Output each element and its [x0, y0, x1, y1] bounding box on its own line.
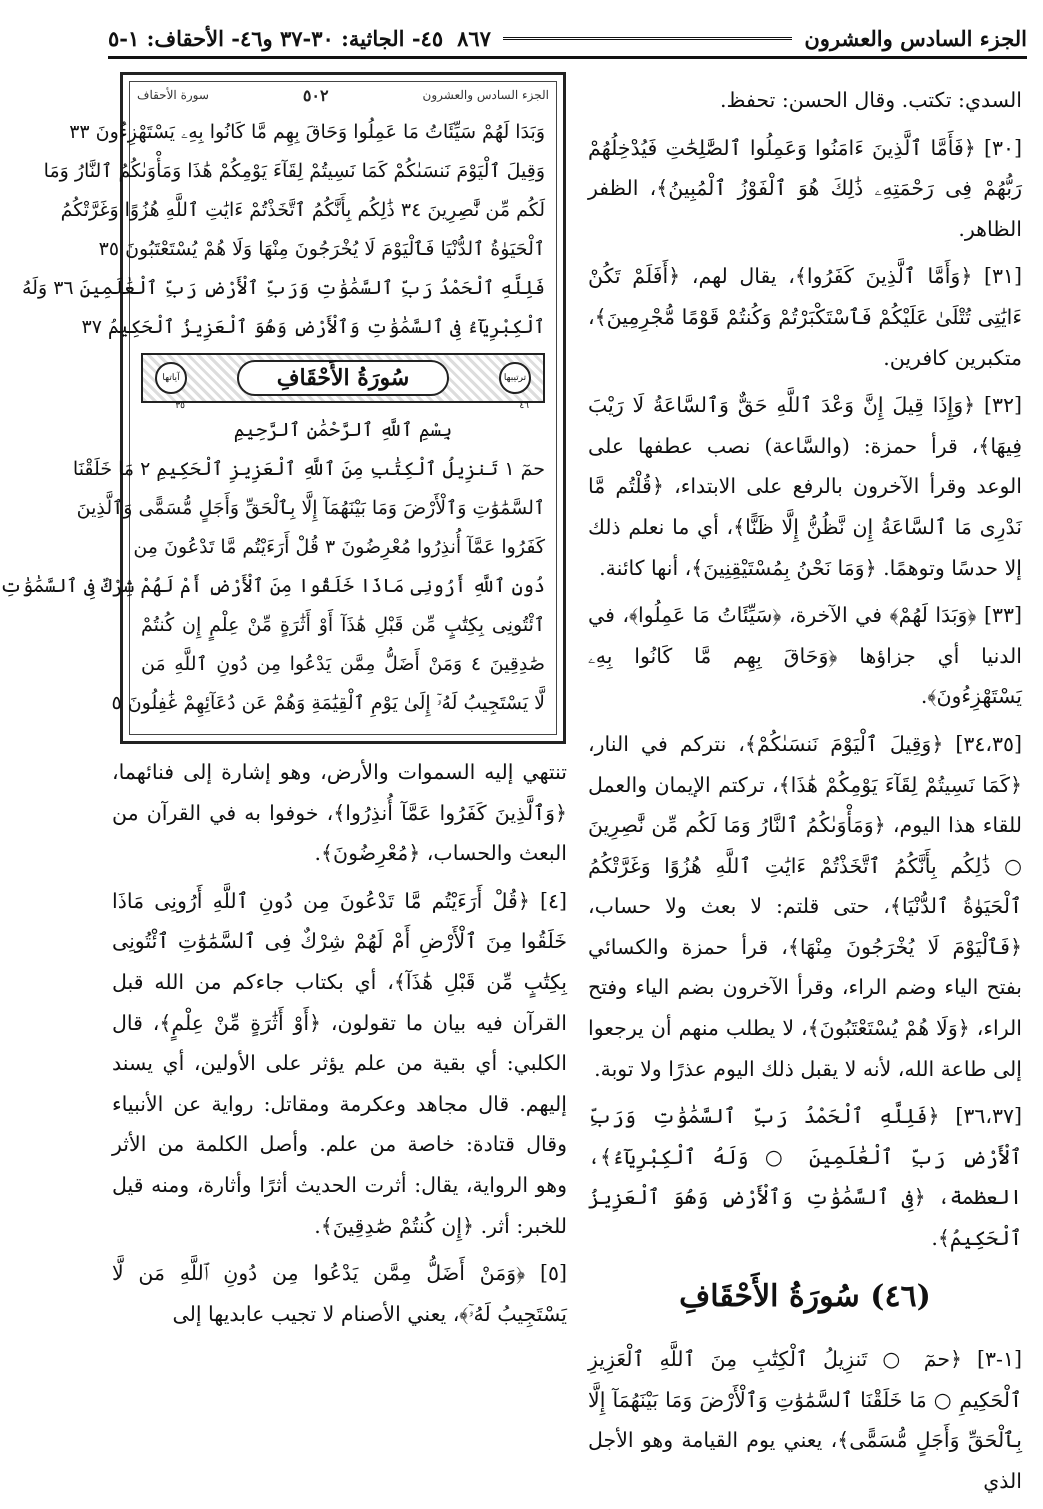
header-part: الجزء السادس والعشرون: [804, 25, 1027, 51]
mushaf-line: فَلِلَّهِ ٱلْحَمْدُ رَبِّ ٱلسَّمَٰوَٰتِ وَرَبِّ ٱلْأَرْضِ رَبِّ ٱلْعَٰلَمِينَ ٣٦ وَلَهُ: [22, 277, 545, 299]
mushaf-top-bar: [137, 83, 549, 107]
banner-surah-title: سُورَةُ الأَحْقَافِ: [237, 360, 450, 396]
header-page-number: ٨٦٧: [457, 25, 491, 51]
mushaf-line: ٱلْحَيَوٰةُ ٱلدُّنْيَا فَٱلْيَوْمَ لَا يُخْرَجُونَ مِنْهَا وَلَا هُمْ يُسْتَعْتَبُونَ ٣٥: [98, 238, 545, 260]
header-surahs: ٤٥- الجاثية: ٣٠-٣٧ و٤٦- الأحقاف: ١-٥: [108, 25, 444, 51]
mushaf-line: لَّا يَسْتَجِيبُ لَهُۥٓ إِلَىٰ يَوْمِ ٱلْقِيَٰمَةِ وَهُمْ عَن دُعَآئِهِمْ غَٰفِلُونَ ٥: [111, 692, 545, 714]
mushaf-line: وَقِيلَ ٱلْيَوْمَ نَنسَىٰكُمْ كَمَا نَسِيتُمْ لِقَآءَ يَوْمِكُمْ هَٰذَا وَمَأْوَىٰكُمُ ٱلنَّارُ وَمَا: [43, 160, 545, 182]
commentary-paragraph: [٣٦،٣٧] ﴿فَلِلَّهِ ٱلْحَمْدُ رَبِّ ٱلسَّمَٰوَٰتِ وَرَبِّ ٱلْأَرْضِ رَبِّ ٱلْعَٰلَمِينَ ○ وَلَهُ ٱلْكِبْرِيَآءُ﴾، العظمة، ﴿فِى ٱلسَّمَٰوَٰتِ وَٱلْأَرْضِ وَهُوَ ٱلْعَزِيزُ ٱلْحَكِيمُ﴾.: [588, 1104, 1022, 1251]
commentary-paragraph: [٣٢] ﴿وَإِذَا قِيلَ إِنَّ وَعْدَ ٱللَّهِ حَقٌّ وَٱلسَّاعَةُ لَا رَيْبَ فِيهَا﴾، قرأ حمزة: (والسَّاعة) نصب عطفها على الوعد وقرأ الآخرون بالرفع على الابتداء، ﴿قُلْتُم مَّا نَدْرِى مَا ٱلسَّاعَةُ إِن نَّظُنُّ إِلَّا ظَنًّا﴾، أي ما نعلم ذلك إلا حدسًا وتوهمًا. ﴿وَمَا نَحْنُ بِمُسْتَيْقِنِينَ﴾، أنها كائنة.: [588, 393, 1022, 580]
mushaf-line: دُونِ ٱللَّهِ أَرُونِى مَاذَا خَلَقُوا مِنَ ٱلْأَرْضِ أَمْ لَهُمْ شِرْكٌ فِى ٱلسَّمَٰوَٰتِ: [0, 575, 545, 597]
page-header: [108, 20, 1027, 59]
mushaf-text: [0, 113, 545, 723]
banner-order-medallion: ترتيبها ٤٦: [499, 362, 531, 394]
commentary-paragraph: السدي: تكتب. وقال الحسن: تحفظ.: [720, 88, 1022, 112]
mushaf-line: ٱلْكِبْرِيَآءُ فِى ٱلسَّمَٰوَٰتِ وَٱلْأَرْضِ وَهُوَ ٱلْعَزِيزُ ٱلْحَكِيمُ ٣٧: [81, 316, 545, 338]
bismillah: بِسْمِ ٱللَّهِ ٱلرَّحْمَٰنِ ٱلرَّحِيمِ: [233, 419, 453, 441]
commentary-paragraph: [٤] ﴿قُلْ أَرَءَيْتُم مَّا تَدْعُونَ مِن دُونِ ٱللَّهِ أَرُونِى مَاذَا خَلَقُوا مِنَ ٱلْأَرْضِ أَمْ لَهُمْ شِرْكٌ فِى ٱلسَّمَٰوَٰتِ ٱئْتُونِى بِكِتَٰبٍ مِّن قَبْلِ هَٰذَآ﴾، أي بكتاب جاءكم من الله قبل القرآن فيه بيان ما تقولون، ﴿أَوْ أَثَٰرَةٍ مِّنْ عِلْمٍ﴾، قال الكلبي: أي بقية من علم يؤثر على الأولين، أي يسند إليهم. قال مجاهد وعكرمة ومقاتل: رواية عن الأنبياء وقال قتادة: خاصة من علم. وأصل الكلمة من الأثر وهو الرواية، يقال: أثرت الحديث أثرًا وأثارة، ومنه قيل للخبر: أثر. ﴿إِن كُنتُمْ صَٰدِقِينَ﴾.: [112, 888, 567, 1238]
mushaf-line: وَبَدَا لَهُمْ سَيِّئَاتُ مَا عَمِلُوا وَحَاقَ بِهِم مَّا كَانُوا بِهِۦ يَسْتَهْزِءُونَ ٣٣: [69, 121, 545, 143]
header-left: [108, 26, 491, 51]
mushaf-line: صَٰدِقِينَ ٤ وَمَنْ أَضَلُّ مِمَّن يَدْعُوا مِن دُونِ ٱللَّهِ مَن: [141, 653, 545, 675]
header-rule: [503, 37, 792, 40]
mushaf-line: كَفَرُوا عَمَّآ أُنذِرُوا مُعْرِضُونَ ٣ قُلْ أَرَءَيْتُم مَّا تَدْعُونَ مِن: [133, 536, 545, 558]
mushaf-line: ٱئْتُونِى بِكِتَٰبٍ مِّن قَبْلِ هَٰذَآ أَوْ أَثَٰرَةٍ مِّنْ عِلْمٍ إِن كُنتُمْ: [141, 614, 545, 636]
surah-banner: [141, 353, 545, 411]
mushaf-page-number: ٥٠٢: [302, 85, 329, 105]
surah-heading: (٤٦) سُورَةُ الأَحْقَافِ: [679, 1278, 931, 1314]
commentary-paragraph: [٣٠] ﴿فَأَمَّا ٱلَّذِينَ ءَامَنُوا وَعَمِلُوا ٱلصَّٰلِحَٰتِ فَيُدْخِلُهُمْ رَبُّهُمْ فِى رَحْمَتِهِۦ ذَٰلِكَ هُوَ ٱلْفَوْزُ ٱلْمُبِينُ﴾، الظفر الظاهر.: [588, 135, 1022, 241]
commentary-paragraph: [١-٣] ﴿حمٓ ○ تَنزِيلُ ٱلْكِتَٰبِ مِنَ ٱللَّهِ ٱلْعَزِيزِ ٱلْحَكِيمِ ○ مَا خَلَقْنَا ٱلسَّمَٰوَٰتِ وَٱلْأَرْضَ وَمَا بَيْنَهُمَآ إِلَّا بِٱلْحَقِّ وَأَجَلٍ مُّسَمًّى﴾، يعني يوم القيامة وهو الأجل الذي: [588, 1347, 1022, 1493]
mushaf-page-frame: [0, 72, 566, 744]
commentary-paragraph: [٣٤،٣٥] ﴿وَقِيلَ ٱلْيَوْمَ نَنسَىٰكُمْ﴾، نتركم في النار، ﴿كَمَا نَسِيتُمْ لِقَآءَ يَوْمِكُمْ هَٰذَا﴾، تركتم الإيمان والعمل للقاء هذا اليوم، ﴿وَمَأْوَىٰكُمُ ٱلنَّارُ وَمَا لَكُم مِّن نَّٰصِرِينَ ○ ذَٰلِكُم بِأَنَّكُمُ ٱتَّخَذْتُمْ ءَايَٰتِ ٱللَّهِ هُزُوًا وَغَرَّتْكُمُ ٱلْحَيَوٰةُ ٱلدُّنْيَا﴾، حتى قلتم: لا بعث ولا حساب، ﴿فَٱلْيَوْمَ لَا يُخْرَجُونَ مِنْهَا﴾، قرأ حمزة والكسائي بفتح الياء وضم الراء، وقرأ الآخرون بضم الياء وفتح الراء، ﴿وَلَا هُمْ يُسْتَعْتَبُونَ﴾، لا يطلب منهم أن يرجعوا إلى طاعة الله، لأنه لا يقبل ذلك اليوم عذرًا ولا توبة.: [588, 731, 1022, 1081]
mushaf-line: حمٓ ١ تَنزِيلُ ٱلْكِتَٰبِ مِنَ ٱللَّهِ ٱلْعَزِيزِ ٱلْحَكِيمِ ٢ مَا خَلَقْنَا: [72, 458, 545, 480]
commentary-paragraph: [٣١] ﴿وَأَمَّا ٱلَّذِينَ كَفَرُوا﴾، يقال لهم، ﴿أَفَلَمْ تَكُنْ ءَايَٰتِى تُتْلَىٰ عَلَيْكُمْ فَٱسْتَكْبَرْتُمْ وَكُنتُمْ قَوْمًا مُّجْرِمِينَ﴾، متكبرين كافرين.: [588, 264, 1022, 370]
commentary-paragraph: تنتهي إليه السموات والأرض، وهو إشارة إلى فنائهما، ﴿وَٱلَّذِينَ كَفَرُوا عَمَّآ أُنذِرُوا﴾، خوفوا به في القرآن من البعث والحساب، ﴿مُعْرِضُونَ﴾.: [112, 760, 567, 866]
commentary-paragraph: [٣٣] ﴿وَبَدَا لَهُمْ﴾ في الآخرة، ﴿سَيِّئَاتُ مَا عَمِلُوا﴾، في الدنيا أي جزاؤها ﴿وَحَاقَ بِهِم مَّا كَانُوا بِهِۦ يَسْتَهْزِءُونَ﴾.: [588, 603, 1022, 709]
mushaf-surah-label: سورة الأحقاف: [137, 88, 209, 102]
mushaf-line: ٱلسَّمَٰوَٰتِ وَٱلْأَرْضَ وَمَا بَيْنَهُمَآ إِلَّا بِٱلْحَقِّ وَأَجَلٍ مُّسَمًّى وَٱلَّذِينَ: [76, 497, 545, 519]
left-column: [112, 752, 567, 1341]
right-column: [588, 80, 1022, 1509]
header-right: [804, 26, 1027, 51]
mushaf-part-label: الجزء السادس والعشرون: [422, 88, 549, 102]
banner-verses-medallion: آياتها ٣٥: [155, 362, 187, 394]
commentary-paragraph: [٥] ﴿وَمَنْ أَضَلُّ مِمَّن يَدْعُوا مِن دُونِ ٱللَّهِ مَن لَّا يَسْتَجِيبُ لَهُۥٓ﴾، يعني الأصنام لا تجيب عابديها إلى: [112, 1261, 567, 1326]
mushaf-line: لَكُم مِّن نَّٰصِرِينَ ٣٤ ذَٰلِكُم بِأَنَّكُمُ ٱتَّخَذْتُمْ ءَايَٰتِ ٱللَّهِ هُزُوًا وَغَرَّتْكُمُ: [60, 199, 545, 221]
